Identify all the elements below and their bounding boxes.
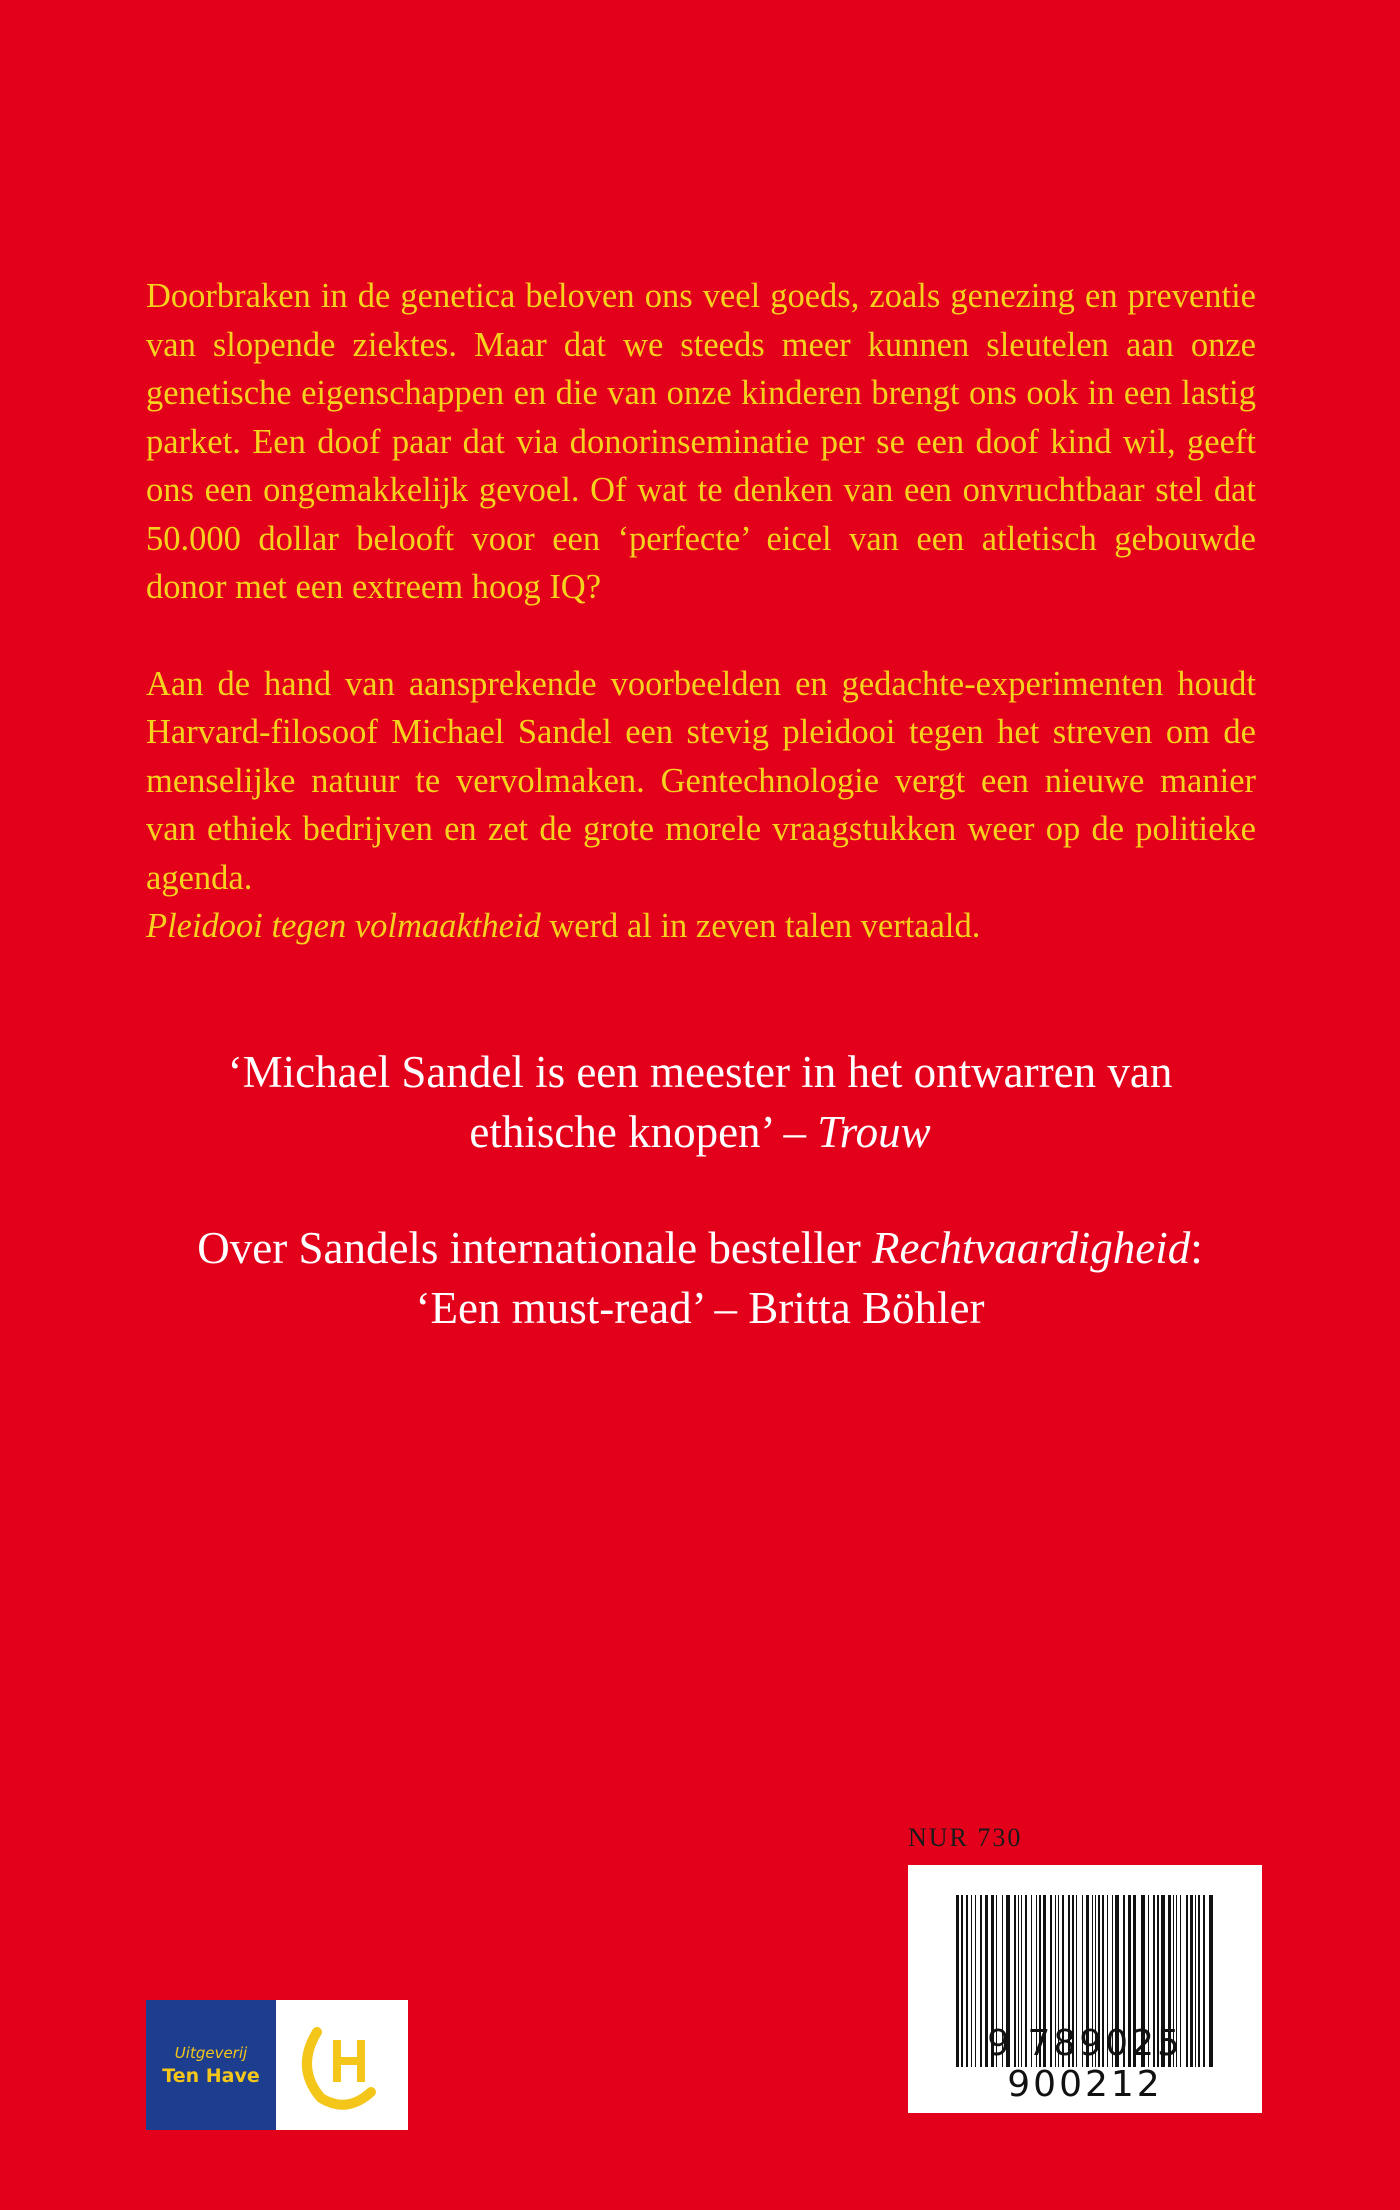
translation-note: werd al in zeven talen vertaald. [540, 907, 981, 945]
review-quotes [100, 1042, 1300, 1338]
quote-bohler-book: Rechtvaardigheid [872, 1223, 1191, 1273]
quote-trouw-line2: ethische knopen’ – [469, 1107, 818, 1157]
blurb-paragraph-2 [146, 660, 1256, 951]
quote-trouw [100, 1042, 1300, 1162]
quote-trouw-source: Trouw [817, 1107, 931, 1157]
quote-trouw-line1: ‘Michael Sandel is een meester in het ontwarren van [227, 1047, 1173, 1097]
publisher-logo [146, 2000, 408, 2130]
nur-code: NUR 730 [908, 1823, 1023, 1852]
quote-bohler-colon: : [1190, 1223, 1203, 1273]
publisher-emblem [276, 2000, 408, 2130]
publisher-label: Uitgeverij [174, 2043, 248, 2062]
book-title-italic: Pleidooi tegen volmaaktheid [146, 907, 541, 945]
isbn-barcode [908, 1865, 1262, 2113]
publisher-logo-text-block [146, 2000, 276, 2130]
blurb-paragraph-2-text: Aan de hand van aansprekende voorbeelden en gedachte-experimenten houdt Harvard-filosoof Michael Sandel een stevig pleidooi tegen het streven om de menselijke natuur te vervolmaken. Gentechnologie vergt een nieuwe manier van ethiek bedrijven en zet de grote morele vraagstukken weer op de politieke agenda. [146, 664, 1256, 897]
ten-have-emblem-icon [287, 2010, 397, 2120]
publisher-name: Ten Have [162, 2064, 260, 2087]
isbn-number: 9 789025 900212 [987, 2023, 1183, 2105]
back-cover-blurb [146, 272, 1256, 951]
blurb-paragraph-1: Doorbraken in de genetica beloven ons veel goeds, zoals genezing en preventie van slopende ziektes. Maar dat we steeds meer kunnen sleutelen aan onze genetische eigenschappen en die van onze kinderen brengt ons ook in een lastig parket. Een doof paar dat via donorinseminatie per se een doof kind wil, geeft ons een ongemakkelijk gevoel. Of wat te denken van een onvruchtbaar stel dat 50.000 dollar belooft voor een ‘perfecte’ eicel van een atletisch gebouwde donor met een extreem hoog IQ? [146, 277, 1256, 606]
quote-bohler [100, 1218, 1300, 1338]
quote-bohler-line2: ‘Een must-read’ – Britta Böhler [415, 1283, 985, 1333]
quote-bohler-prefix: Over Sandels internationale besteller [197, 1223, 872, 1273]
